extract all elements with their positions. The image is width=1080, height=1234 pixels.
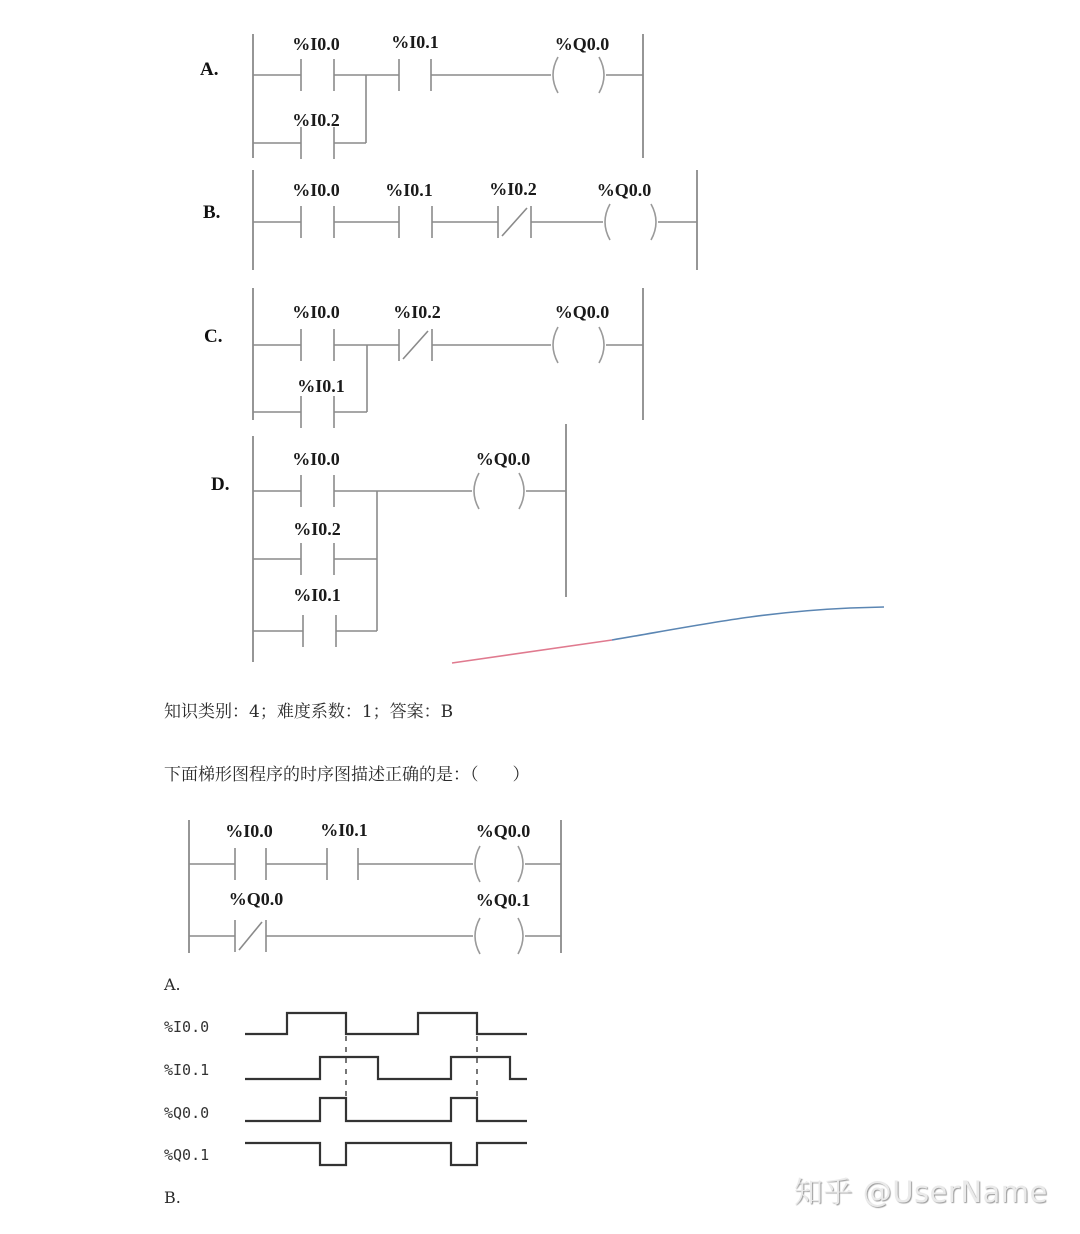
answer-meta-text: 知识类别：4；难度系数：1；答案：B [164,702,454,722]
address-tag: %I0.2 [293,519,341,539]
address-tag: %Q0.0 [475,449,531,469]
address-tag: %Q0.0 [554,302,610,322]
option-label: D. [211,474,230,495]
address-tag: %I0.1 [385,180,433,200]
signal-label-q0-0: %Q0.0 [164,1104,210,1122]
address-tag: %I0.1 [297,376,345,396]
zhihu-watermark: 知乎 @UserName [794,1175,1048,1209]
normally-open-contact-icon [301,543,334,575]
timing-option-b-label: B. [164,1188,181,1207]
timing-diagram-option-a [245,1013,527,1165]
ladder-option-d [211,424,566,662]
normally-open-contact-icon [327,848,358,880]
question2-ladder-diagram [189,820,561,954]
address-tag: %I0.2 [393,302,441,322]
address-tag: %I0.0 [292,34,340,54]
output-coil-icon [475,846,523,882]
output-coil-icon [474,473,524,509]
pink-stroke [452,640,612,663]
output-coil-icon [475,918,523,954]
address-tag: %I0.1 [391,32,439,52]
address-tag: %Q0.1 [475,890,531,910]
ladder-option-c [204,288,643,428]
normally-open-contact-icon [301,127,334,159]
normally-open-contact-icon [301,396,334,428]
signal-label-i0-1: %I0.1 [164,1061,210,1079]
waveform-q00 [245,1098,527,1121]
address-tag: %Q0.0 [596,180,652,200]
normally-open-contact-icon [301,329,334,361]
waveform-q01 [245,1143,527,1165]
address-tag: %Q0.0 [554,34,610,54]
question2-prompt: 下面梯形图程序的时序图描述正确的是：（ ） [164,765,530,785]
output-coil-icon [553,327,604,363]
hand-drawn-annotation-stroke [452,607,884,663]
normally-open-contact-icon [303,615,336,647]
normally-open-contact-icon [301,206,334,238]
signal-label-q0-1: %Q0.1 [164,1146,210,1164]
address-tag: %Q0.0 [228,889,284,909]
address-tag: %Q0.0 [475,821,531,841]
waveform-i00 [245,1013,527,1034]
address-tag: %I0.1 [293,585,341,605]
address-tag: %I0.2 [292,110,340,130]
address-tag: %I0.0 [292,302,340,322]
address-tag: %I0.2 [489,179,537,199]
contact-slash [239,922,262,950]
normally-open-contact-icon [235,848,266,880]
output-coil-icon [605,204,656,240]
ladder-option-a [200,32,643,159]
normally-open-contact-icon [301,475,334,507]
address-tag: %I0.0 [292,180,340,200]
normally-open-contact-icon [399,59,431,91]
normally-open-contact-icon [399,206,432,238]
timing-option-a-label: A. [164,975,181,994]
normally-open-contact-icon [301,59,334,91]
waveform-i01 [245,1057,527,1079]
option-label: A. [200,59,219,80]
address-tag: %I0.0 [225,821,273,841]
blue-stroke [612,607,884,640]
question1-ladder-options [200,32,697,662]
address-tag: %I0.1 [320,820,368,840]
option-label: B. [203,202,221,223]
signal-label-i0-0: %I0.0 [164,1018,210,1036]
ladder-option-b [203,170,697,270]
address-tag: %I0.0 [292,449,340,469]
normally-closed-contact-icon [399,329,432,361]
output-coil-icon [553,57,604,93]
normally-closed-contact-icon [498,206,531,238]
option-label: C. [204,326,223,347]
contact-slash [403,331,428,359]
contact-slash [502,208,527,236]
normally-closed-contact-icon [235,920,266,952]
